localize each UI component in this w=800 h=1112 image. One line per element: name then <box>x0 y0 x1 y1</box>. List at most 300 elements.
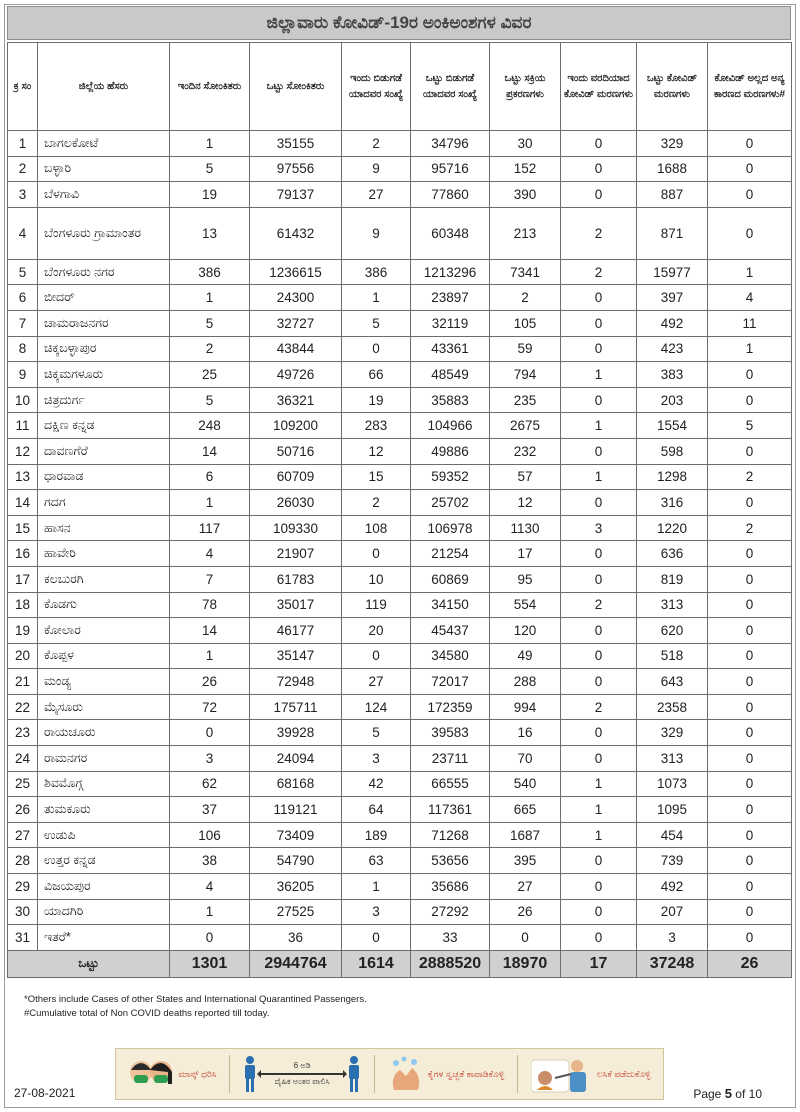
table-cell: 2 <box>561 259 637 285</box>
table-cell: 19 <box>8 618 38 644</box>
banner-divider <box>517 1055 518 1093</box>
table-cell: 108 <box>342 515 411 541</box>
footnote-others: *Others include Cases of other States and International Quarantined Passengers. <box>24 994 367 1005</box>
table-cell: 0 <box>561 131 637 157</box>
table-cell: 0 <box>490 925 561 951</box>
district-name-cell: ಇತರೆ* <box>38 925 170 951</box>
table-cell: 454 <box>637 822 708 848</box>
column-header: ಜಿಲ್ಲೆಯ ಹೆಸರು <box>38 43 170 131</box>
table-cell: 73409 <box>250 822 342 848</box>
table-cell: 60348 <box>411 207 490 259</box>
table-cell: 26 <box>490 899 561 925</box>
table-cell: 71268 <box>411 822 490 848</box>
table-cell: 24300 <box>250 285 342 311</box>
table-cell: 0 <box>561 669 637 695</box>
district-name-cell: ಬಾಗಲಕೋಟೆ <box>38 131 170 157</box>
table-row <box>8 566 792 592</box>
table-cell: 68168 <box>250 771 342 797</box>
district-name-cell: ರಾಯಚೂರು <box>38 720 170 746</box>
table-cell: 1130 <box>490 515 561 541</box>
handwash-label: ಕೈಗಳ ಸ್ವಚ್ಛತೆ ಕಾಪಾಡಿಕೊಳ್ಳಿ <box>427 1068 505 1079</box>
table-cell: 117 <box>170 515 250 541</box>
table-cell: 0 <box>708 720 792 746</box>
table-cell: 1073 <box>637 771 708 797</box>
table-cell: 27 <box>8 822 38 848</box>
district-name-cell: ದಕ್ಷಿಣ ಕನ್ನಡ <box>38 413 170 439</box>
table-cell: 0 <box>708 182 792 208</box>
table-cell: 20 <box>342 618 411 644</box>
district-name-cell: ಕೊಪ್ಪಳ <box>38 643 170 669</box>
table-row <box>8 387 792 413</box>
district-name-cell: ಕಲಬುರಗಿ <box>38 566 170 592</box>
table-cell: 492 <box>637 310 708 336</box>
table-cell: 665 <box>490 797 561 823</box>
table-cell: 3 <box>637 925 708 951</box>
table-cell: 119121 <box>250 797 342 823</box>
table-cell: 0 <box>561 438 637 464</box>
table-cell: 14 <box>170 438 250 464</box>
table-cell: 2 <box>561 694 637 720</box>
table-cell: 1 <box>708 336 792 362</box>
table-cell: 15 <box>8 515 38 541</box>
table-cell: 1 <box>8 131 38 157</box>
table-cell: 34796 <box>411 131 490 157</box>
table-cell: 3 <box>8 182 38 208</box>
table-row <box>8 797 792 823</box>
table-cell: 0 <box>708 592 792 618</box>
table-cell: 2 <box>342 490 411 516</box>
table-cell: 78 <box>170 592 250 618</box>
table-cell: 207 <box>637 899 708 925</box>
table-cell: 397 <box>637 285 708 311</box>
table-cell: 0 <box>708 848 792 874</box>
table-cell: 11 <box>708 310 792 336</box>
table-cell: 1220 <box>637 515 708 541</box>
table-row <box>8 259 792 285</box>
table-cell: 32119 <box>411 310 490 336</box>
district-name-cell: ಶಿವಮೊಗ್ಗ <box>38 771 170 797</box>
table-cell: 0 <box>708 541 792 567</box>
table-row <box>8 720 792 746</box>
table-row <box>8 336 792 362</box>
table-cell: 172359 <box>411 694 490 720</box>
table-cell: 0 <box>708 925 792 951</box>
table-cell: 0 <box>708 131 792 157</box>
table-cell: 0 <box>708 207 792 259</box>
table-cell: 36205 <box>250 874 342 900</box>
table-cell: 0 <box>708 490 792 516</box>
table-cell: 35155 <box>250 131 342 157</box>
table-cell: 30 <box>490 131 561 157</box>
table-cell: 4 <box>8 207 38 259</box>
table-cell: 0 <box>708 643 792 669</box>
table-cell: 819 <box>637 566 708 592</box>
table-cell: 60869 <box>411 566 490 592</box>
table-cell: 72948 <box>250 669 342 695</box>
footnote-non-covid: #Cumulative total of Non COVID deaths reported till today. <box>24 1008 270 1019</box>
table-cell: 1 <box>708 259 792 285</box>
table-cell: 175711 <box>250 694 342 720</box>
table-row <box>8 207 792 259</box>
table-cell: 518 <box>637 643 708 669</box>
table-cell: 620 <box>637 618 708 644</box>
person-icon <box>243 1055 257 1093</box>
page-number <box>693 1086 762 1101</box>
table-cell: 18 <box>8 592 38 618</box>
table-cell: 0 <box>708 822 792 848</box>
table-cell: 1 <box>342 874 411 900</box>
table-cell: 2 <box>561 207 637 259</box>
table-cell: 14 <box>170 618 250 644</box>
table-cell: 34580 <box>411 643 490 669</box>
table-cell: 2 <box>561 592 637 618</box>
district-name-cell: ಬಳ್ಳಾರಿ <box>38 156 170 182</box>
table-cell: 16 <box>8 541 38 567</box>
table-cell: 3 <box>342 899 411 925</box>
table-cell: 37 <box>170 797 250 823</box>
district-name-cell: ಬೆಳಗಾವಿ <box>38 182 170 208</box>
table-cell: 1 <box>561 413 637 439</box>
table-cell: 15977 <box>637 259 708 285</box>
banner-divider <box>229 1055 230 1093</box>
district-name-cell: ಬೆಂಗಳೂರು ನಗರ <box>38 259 170 285</box>
table-row <box>8 874 792 900</box>
table-cell: 27 <box>342 182 411 208</box>
table-cell: 636 <box>637 541 708 567</box>
table-cell: 2 <box>8 156 38 182</box>
page-of: of <box>735 1087 746 1101</box>
table-row <box>8 464 792 490</box>
table-cell: 14 <box>8 490 38 516</box>
table-cell: 3 <box>170 746 250 772</box>
table-cell: 2358 <box>637 694 708 720</box>
table-cell: 25 <box>8 771 38 797</box>
table-cell: 120 <box>490 618 561 644</box>
total-cell: 37248 <box>637 950 708 977</box>
table-cell: 106 <box>170 822 250 848</box>
table-cell: 48549 <box>411 362 490 388</box>
table-cell: 313 <box>637 746 708 772</box>
table-cell: 53656 <box>411 848 490 874</box>
total-cell: 26 <box>708 950 792 977</box>
table-cell: 3 <box>342 746 411 772</box>
table-cell: 0 <box>561 156 637 182</box>
table-cell: 0 <box>561 566 637 592</box>
table-cell: 49886 <box>411 438 490 464</box>
table-row <box>8 131 792 157</box>
table-cell: 27 <box>490 874 561 900</box>
table-cell: 119 <box>342 592 411 618</box>
table-cell: 288 <box>490 669 561 695</box>
table-cell: 386 <box>342 259 411 285</box>
table-cell: 62 <box>170 771 250 797</box>
table-cell: 3 <box>561 515 637 541</box>
table-cell: 66555 <box>411 771 490 797</box>
table-cell: 30 <box>8 899 38 925</box>
district-name-cell: ಯಾದಗಿರಿ <box>38 899 170 925</box>
table-row <box>8 848 792 874</box>
table-cell: 1236615 <box>250 259 342 285</box>
table-cell: 5 <box>342 720 411 746</box>
table-cell: 15 <box>342 464 411 490</box>
table-cell: 0 <box>342 336 411 362</box>
table-cell: 66 <box>342 362 411 388</box>
table-cell: 1688 <box>637 156 708 182</box>
distance-value: 6 ಅಡಿ <box>293 1061 311 1070</box>
total-row <box>8 950 792 977</box>
table-cell: 248 <box>170 413 250 439</box>
total-cell: 1614 <box>342 950 411 977</box>
table-cell: 109200 <box>250 413 342 439</box>
table-cell: 0 <box>708 874 792 900</box>
table-cell: 1 <box>170 490 250 516</box>
table-row <box>8 156 792 182</box>
table-cell: 1 <box>170 285 250 311</box>
district-name-cell: ಉಡುಪಿ <box>38 822 170 848</box>
table-cell: 11 <box>8 413 38 439</box>
table-cell: 283 <box>342 413 411 439</box>
table-cell: 19 <box>342 387 411 413</box>
table-cell: 1 <box>561 362 637 388</box>
distance-label: ದೈಹಿಕ ಅಂತರ ಪಾಲಿಸಿ <box>274 1077 330 1086</box>
table-row <box>8 515 792 541</box>
column-header: ಕ್ರ ಸಂ <box>8 43 38 131</box>
district-name-cell: ಮಂಡ್ಯ <box>38 669 170 695</box>
page-total: 10 <box>748 1087 762 1101</box>
table-cell: 105 <box>490 310 561 336</box>
district-name-cell: ಹಾವೇರಿ <box>38 541 170 567</box>
handwash-icon <box>388 1054 424 1094</box>
table-cell: 60709 <box>250 464 342 490</box>
table-cell: 1 <box>342 285 411 311</box>
table-cell: 2 <box>342 131 411 157</box>
table-cell: 152 <box>490 156 561 182</box>
table-cell: 23 <box>8 720 38 746</box>
table-cell: 21907 <box>250 541 342 567</box>
banner-distance <box>243 1055 361 1093</box>
total-cell: 18970 <box>490 950 561 977</box>
table-cell: 1687 <box>490 822 561 848</box>
table-cell: 1 <box>170 131 250 157</box>
vaccination-icon <box>531 1054 593 1094</box>
table-cell: 77860 <box>411 182 490 208</box>
table-cell: 23711 <box>411 746 490 772</box>
table-cell: 61783 <box>250 566 342 592</box>
column-header: ಇಂದು ಬಿಡುಗಡೆ ಯಾದವರ ಸಂಖ್ಯೆ <box>342 43 411 131</box>
table-cell: 643 <box>637 669 708 695</box>
table-cell: 43361 <box>411 336 490 362</box>
table-cell: 0 <box>708 746 792 772</box>
table-cell: 36 <box>250 925 342 951</box>
district-name-cell: ಹಾಸನ <box>38 515 170 541</box>
table-cell: 0 <box>708 899 792 925</box>
table-cell: 10 <box>342 566 411 592</box>
table-cell: 26 <box>170 669 250 695</box>
table-cell: 26030 <box>250 490 342 516</box>
table-cell: 24094 <box>250 746 342 772</box>
table-cell: 34150 <box>411 592 490 618</box>
page-current: 5 <box>724 1086 732 1101</box>
table-cell: 124 <box>342 694 411 720</box>
table-cell: 36321 <box>250 387 342 413</box>
table-cell: 50716 <box>250 438 342 464</box>
table-cell: 0 <box>708 669 792 695</box>
footnotes <box>24 993 367 1021</box>
table-cell: 27525 <box>250 899 342 925</box>
table-cell: 9 <box>342 156 411 182</box>
table-cell: 0 <box>561 490 637 516</box>
table-cell: 383 <box>637 362 708 388</box>
vaccine-label: ಲಸಿಕೆ ಪಡೆದುಕೊಳ್ಳಿ <box>596 1068 651 1079</box>
district-name-cell: ಬೆಂಗಳೂರು ಗ್ರಾಮಾಂತರ <box>38 207 170 259</box>
table-cell: 0 <box>708 797 792 823</box>
table-cell: 27292 <box>411 899 490 925</box>
table-cell: 39928 <box>250 720 342 746</box>
table-cell: 0 <box>708 694 792 720</box>
table-cell: 16 <box>490 720 561 746</box>
table-cell: 0 <box>708 618 792 644</box>
table-cell: 104966 <box>411 413 490 439</box>
table-cell: 0 <box>708 387 792 413</box>
table-cell: 20 <box>8 643 38 669</box>
table-cell: 35686 <box>411 874 490 900</box>
table-row <box>8 362 792 388</box>
table-cell: 0 <box>561 746 637 772</box>
table-cell: 0 <box>342 643 411 669</box>
table-cell: 7 <box>170 566 250 592</box>
table-cell: 0 <box>708 438 792 464</box>
table-cell: 4 <box>708 285 792 311</box>
table-cell: 79137 <box>250 182 342 208</box>
table-cell: 6 <box>170 464 250 490</box>
district-name-cell: ಚಾಮರಾಜನಗರ <box>38 310 170 336</box>
safety-banner <box>115 1048 664 1100</box>
table-cell: 24 <box>8 746 38 772</box>
table-row <box>8 643 792 669</box>
table-cell: 45437 <box>411 618 490 644</box>
table-cell: 6 <box>8 285 38 311</box>
table-cell: 35147 <box>250 643 342 669</box>
table-cell: 2675 <box>490 413 561 439</box>
table-cell: 49726 <box>250 362 342 388</box>
total-cell: 2888520 <box>411 950 490 977</box>
table-cell: 0 <box>170 925 250 951</box>
table-row <box>8 438 792 464</box>
page-title: ಜಿಲ್ಲಾವಾರು ಕೋವಿಡ್-19ರ ಅಂಕಿಅಂಶಗಳ ವಿವರ <box>7 6 791 40</box>
table-row <box>8 592 792 618</box>
total-cell: 1301 <box>170 950 250 977</box>
table-cell: 0 <box>561 310 637 336</box>
table-cell: 0 <box>561 182 637 208</box>
table-cell: 63 <box>342 848 411 874</box>
table-cell: 27 <box>342 669 411 695</box>
table-row <box>8 490 792 516</box>
table-cell: 232 <box>490 438 561 464</box>
table-cell: 0 <box>561 848 637 874</box>
table-cell: 12 <box>342 438 411 464</box>
table-cell: 72 <box>170 694 250 720</box>
table-cell: 1 <box>561 464 637 490</box>
table-cell: 5 <box>170 310 250 336</box>
table-cell: 29 <box>8 874 38 900</box>
district-name-cell: ಧಾರವಾಡ <box>38 464 170 490</box>
table-cell: 203 <box>637 387 708 413</box>
banner-divider <box>374 1055 375 1093</box>
table-cell: 794 <box>490 362 561 388</box>
mask-label: ಮಾಸ್ಕ್ ಧರಿಸಿ <box>178 1068 217 1079</box>
district-name-cell: ತುಮಕೂರು <box>38 797 170 823</box>
table-row <box>8 694 792 720</box>
table-cell: 5 <box>342 310 411 336</box>
table-cell: 0 <box>561 285 637 311</box>
table-cell: 0 <box>561 925 637 951</box>
table-cell: 23897 <box>411 285 490 311</box>
table-row <box>8 182 792 208</box>
table-cell: 61432 <box>250 207 342 259</box>
column-header: ಕೋವಿಡ್ ಅಲ್ಲದ ಅನ್ಯ ಕಾರಣದ ಮರಣಗಳು# <box>708 43 792 131</box>
table-cell: 313 <box>637 592 708 618</box>
table-cell: 42 <box>342 771 411 797</box>
banner-vaccine <box>531 1054 651 1094</box>
table-cell: 1 <box>170 899 250 925</box>
table-cell: 1 <box>561 797 637 823</box>
table-cell: 0 <box>561 336 637 362</box>
total-cell: 17 <box>561 950 637 977</box>
table-cell: 12 <box>490 490 561 516</box>
table-cell: 5 <box>170 156 250 182</box>
column-header: ಒಟ್ಟು ಕೋವಿಡ್ ಮರಣಗಳು <box>637 43 708 131</box>
total-label: ಒಟ್ಟು <box>8 950 170 977</box>
table-cell: 7 <box>8 310 38 336</box>
table-cell: 0 <box>708 771 792 797</box>
table-cell: 10 <box>8 387 38 413</box>
table-row <box>8 310 792 336</box>
banner-mask <box>128 1054 216 1094</box>
page-prefix: Page <box>693 1087 722 1101</box>
table-cell: 0 <box>708 156 792 182</box>
table-cell: 316 <box>637 490 708 516</box>
district-name-cell: ಬೀದರ್ <box>38 285 170 311</box>
table-cell: 28 <box>8 848 38 874</box>
table-cell: 554 <box>490 592 561 618</box>
table-cell: 5 <box>708 413 792 439</box>
table-cell: 598 <box>637 438 708 464</box>
district-name-cell: ಕೊಡಗು <box>38 592 170 618</box>
table-cell: 7341 <box>490 259 561 285</box>
table-cell: 5 <box>170 387 250 413</box>
table-cell: 4 <box>170 541 250 567</box>
table-cell: 49 <box>490 643 561 669</box>
total-cell: 2944764 <box>250 950 342 977</box>
table-cell: 329 <box>637 720 708 746</box>
table-header-row <box>8 43 792 131</box>
table-row <box>8 669 792 695</box>
table-cell: 0 <box>561 874 637 900</box>
table-cell: 0 <box>561 618 637 644</box>
table-cell: 1 <box>170 643 250 669</box>
table-cell: 25 <box>170 362 250 388</box>
table-cell: 871 <box>637 207 708 259</box>
table-cell: 43844 <box>250 336 342 362</box>
table-cell: 13 <box>170 207 250 259</box>
table-cell: 54790 <box>250 848 342 874</box>
table-cell: 0 <box>561 643 637 669</box>
table-cell: 26 <box>8 797 38 823</box>
masked-faces-icon <box>128 1054 174 1094</box>
table-cell: 423 <box>637 336 708 362</box>
table-row <box>8 285 792 311</box>
table-cell: 0 <box>561 899 637 925</box>
